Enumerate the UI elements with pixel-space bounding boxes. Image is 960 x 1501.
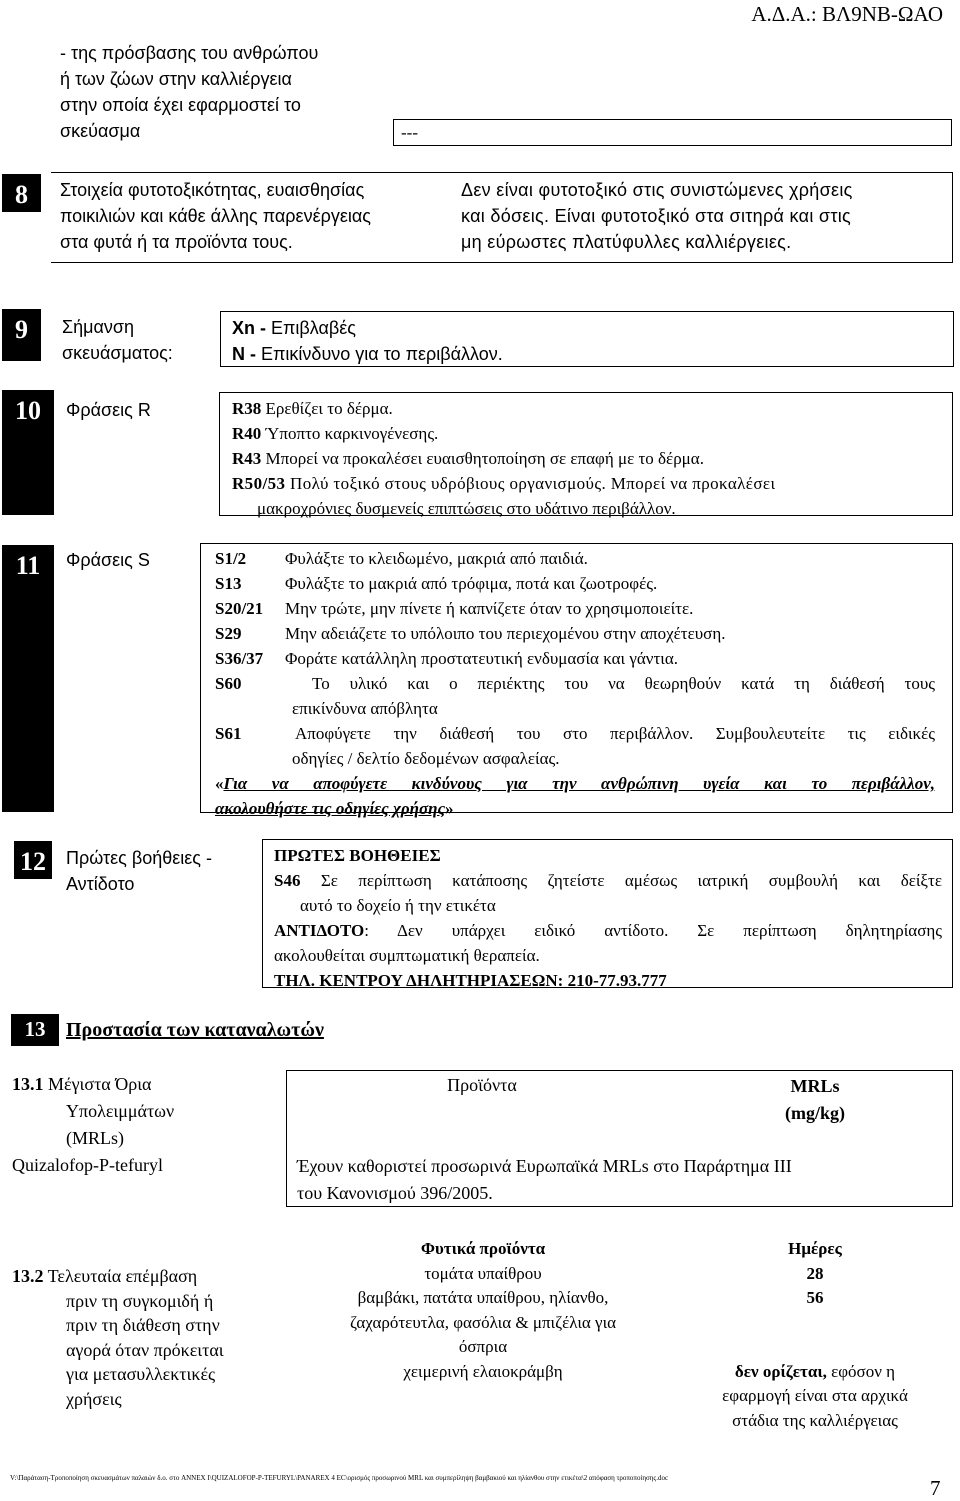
s46-continuation: αυτό το δοχείο ή την ετικέτα — [300, 896, 496, 915]
r-phrase — [232, 421, 936, 446]
xn-code: Xn - — [232, 318, 271, 338]
days-line — [676, 1360, 954, 1385]
section-number-11: 11 — [2, 545, 54, 812]
label-line: Στοιχεία φυτοτοξικότητας, ευαισθησίας — [60, 180, 365, 200]
usage-warning-end — [215, 796, 935, 821]
s46-code: S46 — [274, 871, 301, 890]
document-id: Α.Δ.Α.: ΒΛ9ΝΒ-ΩΑΟ — [751, 2, 943, 26]
r-text: Μπορεί να προκαλέσει ευαισθητοποίηση σε επαφή με το δέρμα. — [261, 449, 704, 468]
section-number-10: 10 — [2, 390, 54, 515]
r-code: R50/53 — [232, 474, 286, 493]
r-code: R43 — [232, 449, 262, 468]
label-line: Αντίδοτο — [66, 874, 135, 894]
mrl-note — [297, 1153, 947, 1207]
products-header: Προϊόντα — [447, 1075, 517, 1095]
product-cell: τομάτα υπαίθρου — [424, 1263, 542, 1283]
s-phrase — [215, 546, 935, 571]
s-text: Το υλικό και ο περιέκτης του να θεωρηθούν κατά τη διάθεσή τους — [312, 674, 935, 693]
phytotoxicity-value — [461, 177, 941, 255]
s-text: Φοράτε κατάλληλη προστατευτική ενδυμασία και γάντια. — [285, 649, 679, 668]
s-phrases-label: Φράσεις S — [66, 550, 150, 570]
access-line: - της πρόσβασης του ανθρώπου — [60, 43, 319, 63]
warning-line: Για να αποφύγετε κινδύνους για την ανθρώπινη υγεία και το περιβάλλον, — [223, 774, 935, 793]
value-line: Δεν είναι φυτοτοξικό στις συνιστώμενες χρήσεις — [461, 180, 853, 200]
s-text: Φυλάξτε το κλειδωμένο, μακριά από παιδιά. — [285, 549, 588, 568]
s-text: Μην αδειάζετε το υπόλοιπο του περιεχομένου στην αποχέτευση. — [285, 624, 726, 643]
page-number: 7 — [930, 1476, 941, 1500]
s-phrase-continuation: οδηγίες / δελτίο δεδομένων ασφαλείας. — [292, 749, 560, 768]
label-line — [12, 1071, 272, 1098]
section-number-12: 12 — [14, 841, 52, 879]
active-substance: Quizalofop-P-tefuryl — [12, 1155, 163, 1175]
label-line: ποικιλιών και κάθε άλλης παρενέργειας — [60, 206, 371, 226]
access-line: στην οποία έχει εφαρμοστεί το — [60, 95, 301, 115]
label-line: αγορά όταν πρόκειται — [66, 1339, 224, 1360]
value-line: και δόσεις. Είναι φυτοτοξικό στα σιτηρά και στις — [461, 206, 852, 226]
s-text: Μην τρώτε, μην πίνετε ή καπνίζετε όταν το χρησιμοποιείτε. — [285, 599, 694, 618]
r-phrases-label: Φράσεις R — [66, 400, 151, 420]
note-line: Έχουν καθοριστεί προσωρινά Ευρωπαϊκά MRLs στο Παράρτημα ΙΙΙ — [297, 1156, 792, 1176]
label-line: (MRLs) — [66, 1128, 124, 1148]
quote-close: » — [445, 799, 454, 818]
footer-file-path: V:\Παράταση-Τροποποίηση σκευασμάτων παλαιών δ.ο. στο ANNEX I\QUIZALOFOP-P-TEFURYL\PANAREX 4 EC\ορισμός προσωρινού MRL και συμπερίληψη βαμβακιού και ηλίανθου στην ετικέτα\2 απόφαση τροποποίησης.doc — [10, 1474, 669, 1482]
n-text: Επικίνδυνο για το περιβάλλον. — [261, 344, 503, 364]
first-aid-content — [274, 843, 942, 993]
r-phrase — [232, 396, 936, 421]
mrl-header-line: (mg/kg) — [785, 1103, 845, 1123]
first-aid-heading: ΠΡΩΤΕΣ ΒΟΗΘΕΙΕΣ — [274, 846, 441, 865]
s-phrases-list — [215, 546, 935, 821]
sub-number: 13.2 — [12, 1266, 44, 1286]
consumer-protection-title: Προστασία των καταναλωτών — [66, 1019, 324, 1041]
section-number-8: 8 — [2, 174, 41, 212]
r-code: R40 — [232, 424, 262, 443]
label-line: Πρώτες βοήθειες - — [66, 848, 212, 868]
s-code: S20/21 — [215, 599, 264, 618]
s-code: S1/2 — [215, 549, 247, 568]
s-code: S29 — [215, 624, 242, 643]
product-line: όσπρια — [458, 1337, 508, 1356]
col-header-products: Φυτικά προϊόντα — [420, 1239, 546, 1258]
mrl-table — [286, 1070, 953, 1207]
phi-row — [290, 1262, 954, 1287]
labeling-label — [62, 314, 173, 366]
days-line: εφαρμογή είναι στα αρχικά — [722, 1386, 908, 1405]
n-line — [232, 341, 503, 367]
s-code: S60 — [215, 674, 242, 693]
last-treatment-label — [12, 1264, 272, 1411]
s-phrase — [215, 721, 935, 746]
col-header-days: Ημέρες — [788, 1239, 842, 1258]
warning-line: ακολουθήστε τις οδηγίες χρήσης — [215, 799, 446, 818]
label-text: Μέγιστα Όρια — [43, 1074, 152, 1094]
poison-center-phone: ΤΗΛ. ΚΕΝΤΡΟΥ ΔΗΛΗΤΗΡΙΑΣΕΩΝ: 210-77.93.777 — [274, 971, 667, 990]
usage-warning — [215, 771, 935, 796]
r-text: Ύποπτο καρκινογένεσης. — [261, 424, 439, 443]
product-line: βαμβάκι, πατάτα υπαίθρου, ηλίανθο, — [357, 1288, 609, 1307]
n-code: N - — [232, 344, 261, 364]
label-line: Υπολειμμάτων — [66, 1101, 175, 1121]
label-line: για μετασυλλεκτικές — [66, 1364, 216, 1384]
s-text: Φυλάξτε το μακριά από τρόφιμα, ποτά και ζωοτροφές. — [285, 574, 658, 593]
days-cell — [676, 1360, 954, 1434]
r-phrase-continuation: μακροχρόνιες δυσμενείς επιπτώσεις στο υδάτινο περιβάλλον. — [257, 499, 676, 518]
s-phrase — [215, 596, 935, 621]
s-code: S61 — [215, 724, 242, 743]
days-text: εφόσον η — [826, 1361, 896, 1381]
s-phrase — [215, 571, 935, 596]
s46-line — [274, 868, 942, 893]
label-line: χρήσεις — [66, 1388, 122, 1409]
access-line: ή των ζώων στην καλλιέργεια — [60, 69, 292, 89]
s-code: S13 — [215, 574, 242, 593]
first-aid-label — [66, 845, 212, 897]
product-cell: χειμερινή ελαιοκράμβη — [403, 1361, 563, 1381]
label-text: Τελευταία επέμβαση — [43, 1266, 198, 1286]
antidote-label: ΑΝΤΙΔΟΤΟ — [274, 921, 365, 940]
s-phrase-continuation: επικίνδυνα απόβλητα — [292, 699, 438, 718]
r-text: Πολύ τοξικό στους υδρόβιους οργανισμούς. Μπορεί να προκαλέσει — [285, 474, 776, 493]
days-cell: 56 — [806, 1288, 824, 1307]
r-phrase — [232, 471, 936, 496]
label-line: πριν τη συγκομιδή ή — [66, 1290, 214, 1311]
s-text: Αποφύγετε την διάθεσή του στο περιβάλλον. Συμβουλευτείτε τις ειδικές — [295, 724, 935, 743]
r-phrases-list — [232, 396, 936, 521]
phi-row — [290, 1360, 954, 1434]
note-line: του Κανονισμού 396/2005. — [297, 1183, 493, 1203]
s-phrase — [215, 646, 935, 671]
access-label — [60, 40, 318, 144]
label-line: σκευάσματος: — [62, 343, 173, 363]
s-code: S36/37 — [215, 649, 264, 668]
days-line: στάδια της καλλιέργειας — [732, 1410, 898, 1430]
mrl-header-line: MRLs — [790, 1076, 840, 1096]
product-line: ζαχαρότευτλα, φασόλια & μπιζέλια για — [349, 1312, 617, 1332]
access-line: σκεύασμα — [60, 121, 141, 141]
section-number-13: 13 — [11, 1014, 59, 1046]
label-line: πριν τη διάθεση στην — [66, 1315, 220, 1335]
label-line: Σήμανση — [62, 317, 135, 337]
antidote-text: : Δεν υπάρχει ειδικό αντίδοτο. Σε περίπτωση δηλητηρίασης — [364, 921, 942, 940]
mrl-header — [677, 1073, 953, 1127]
r-code: R38 — [232, 399, 262, 418]
access-value-box — [393, 119, 952, 146]
xn-line — [232, 315, 503, 341]
label-line: στα φυτά ή τα προϊόντα τους. — [60, 232, 293, 252]
antidote-continuation: ακολουθείται συμπτωματική θεραπεία. — [274, 946, 540, 965]
access-value: --- — [401, 123, 418, 142]
antidote-line — [274, 918, 942, 943]
phi-header-row — [290, 1237, 954, 1262]
mrl-label — [12, 1071, 272, 1179]
phi-row — [290, 1286, 954, 1360]
s-phrase — [215, 621, 935, 646]
sub-number: 13.1 — [12, 1074, 44, 1094]
labeling-box — [220, 311, 954, 367]
phi-table — [290, 1237, 954, 1433]
label-line — [12, 1264, 272, 1289]
s-phrase — [215, 671, 935, 696]
r-text: Ερεθίζει το δέρμα. — [261, 399, 393, 418]
product-cell — [290, 1286, 676, 1360]
days-cell: 28 — [806, 1263, 824, 1283]
quote-open: « — [215, 774, 224, 793]
s46-text: Σε περίπτωση κατάποσης ζητείστε αμέσως ιατρική συμβουλή και δείξτε — [300, 871, 942, 890]
section-number-9: 9 — [2, 309, 41, 361]
days-bold: δεν ορίζεται, — [734, 1361, 827, 1381]
r-phrase — [232, 446, 936, 471]
xn-text: Επιβλαβές — [271, 318, 356, 338]
value-line: μη εύρωστες πλατύφυλλες καλλιέργειες. — [461, 232, 792, 252]
